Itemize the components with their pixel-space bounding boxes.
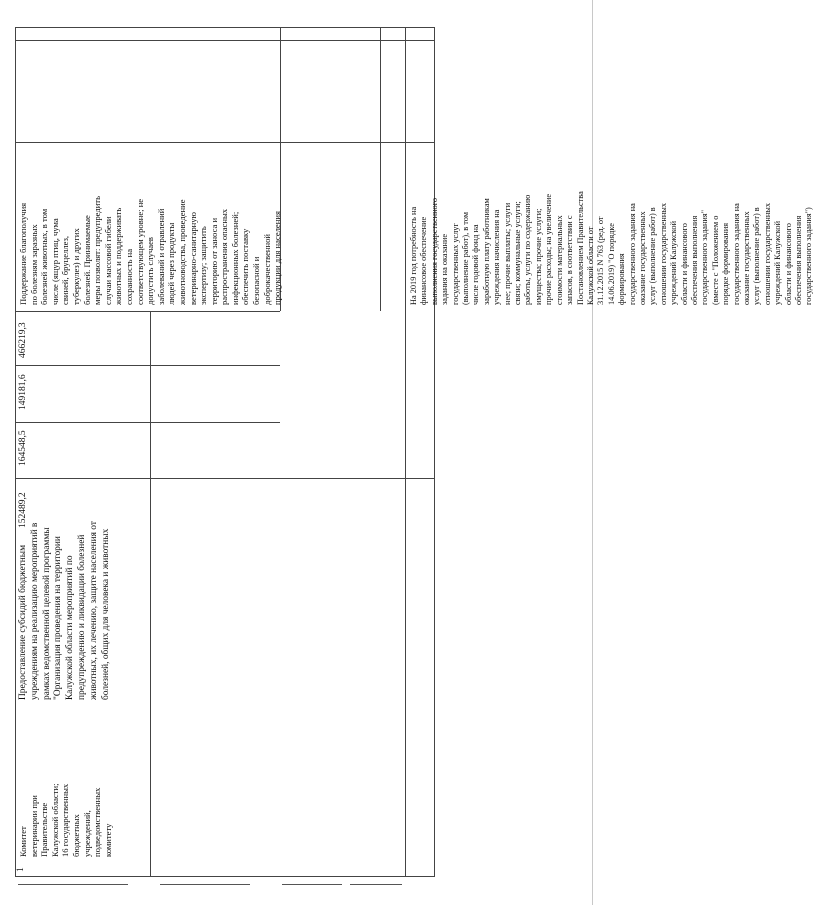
purpose-divider: [15, 478, 435, 479]
amount-cell-3: 149181,6: [18, 374, 28, 410]
purpose-cell: Предоставление субсидий бюджетным учреждениям на реализацию мероприятий в рамках ведомственной целевой программы "Организация проведения на территории Калужской области мероприятий по предупреждению и ликвидации болезней животных, их лечению, защите населения от болезней, общих для человека и животных: [18, 521, 111, 700]
amount-cell-1: 152489,2: [18, 492, 28, 528]
crop-mark: [160, 884, 250, 885]
crop-mark: [350, 884, 402, 885]
crop-mark: [18, 884, 128, 885]
amount-divider-1: [15, 422, 280, 423]
justification-column-divider: [405, 27, 406, 877]
crop-mark: [282, 884, 342, 885]
inner-column-divider: [380, 27, 381, 311]
row-number-divider: [15, 40, 435, 41]
amount-column-divider: [150, 311, 151, 877]
amount-cell-4: 466219,3: [18, 322, 28, 358]
amount-divider-2: [15, 365, 280, 366]
justification-cell: На 2019 год потребность на финансовое обеспечение выполнения государственного задания на оказание государственных услуг (выполнение работ), в том числе годовой фонд на заработную плату работникам учреждения начисления на нее; прочие выплаты; услуги связи; коммунальные услуги; работы, услуги по содержанию имущества; прочие услуги; прочие расходы; на увеличение стоимости материальных запасов, в соответствии с Постановлением Правительства Калужской области от 31.12.2015 N 763 (ред. от 14.06.2019) "О порядке формирования государственного задания на оказание государственных услуг (выполнение работ) в отношении государственных учреждений Калужской области и финансового обеспечения выполнения государственного задания" (вместе с "Положением о порядке формирования государственного задания на оказание государственных услуг (выполнение работ) в отношении государственных учреждений Калужской области и финансового обеспечения выполнения государственного задания"): [409, 191, 814, 305]
recipient-cell: Комитет ветеринарии при Правительстве Калужской области; 16 государственных бюджетных учреждений, подведомственных комитету: [18, 783, 113, 857]
row-number: 1: [16, 867, 26, 872]
amount-cell-2: 164548,5: [18, 430, 28, 466]
amount-divider-3: [15, 311, 280, 312]
result-cell: Поддержание благополучия по болезням заразных болезней животных, в том числе (ящур птиц, чума свиней, бруцеллез, туберкулез) и других болезней. Принимаемые меры позволят: предупредить случаи массовой гибели животных и поддерживать сохранность на соответствующем уровне; не допустить случаев заболеваний и отравлений людей через продукты животноводства, проведение ветеринарно-санитарную экспертизу; защитить территорию от заноса и распространения опасных инфекционных болезней; обеспечить поставку безопасной и доброкачественной продукции для населения: [18, 196, 283, 305]
